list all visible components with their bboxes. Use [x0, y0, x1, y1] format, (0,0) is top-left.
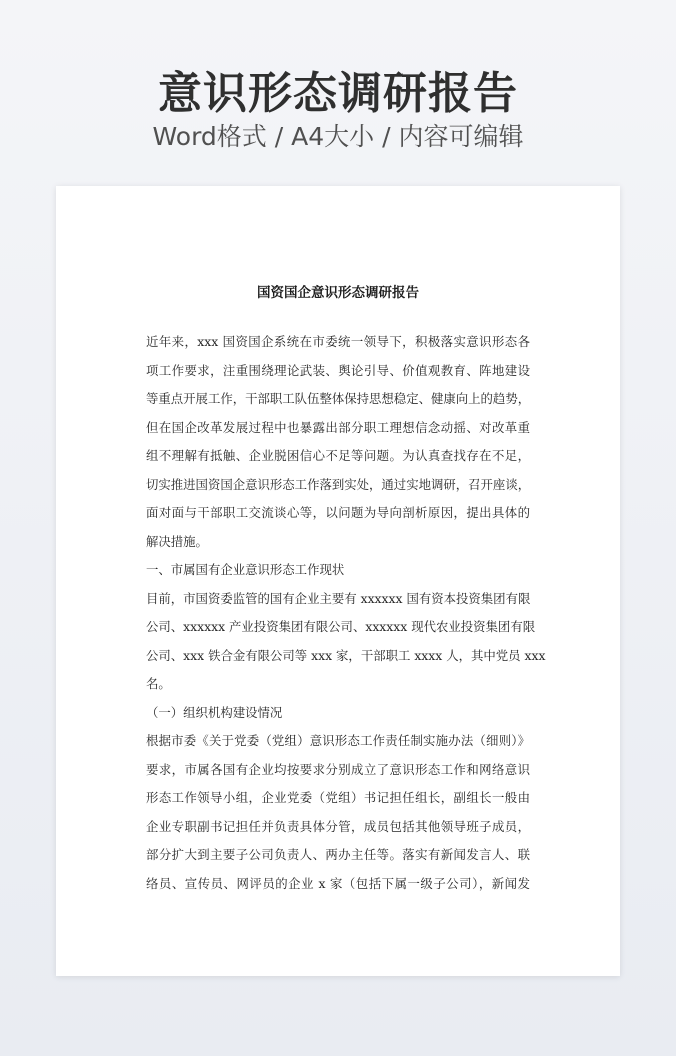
subsection-heading: （一）组织机构建设情况: [146, 704, 283, 720]
document-line: 名。: [146, 676, 171, 691]
banner-subtitle: Word格式 / A4大小 / 内容可编辑: [152, 122, 524, 151]
document-line: 目前，市国资委监管的国有企业主要有 xxxxxx 国有资本投资集团有限: [146, 590, 531, 606]
document-line: 公司、xxx 铁合金有限公司等 xxx 家，干部职工 xxxx 人，其中党员 xxx: [146, 647, 546, 663]
document-line: 形态工作领导小组，企业党委（党组）书记担任组长，副组长一般由: [146, 790, 530, 805]
document-line: 组不理解有抵触、企业脱困信心不足等问题。为认真查找存在不足，: [146, 448, 530, 463]
document-body: [146, 328, 546, 898]
document-line: 但在国企改革发展过程中也暴露出部分职工理想信念动摇、对改革重: [146, 419, 530, 435]
document-line: 络员、宣传员、网评员的企业 x 家（包括下属一级子公司），新闻发: [146, 875, 530, 891]
document-line: 等重点开展工作，干部职工队伍整体保持思想稳定、健康向上的趋势，: [146, 391, 531, 406]
document-line: 近年来，xxx 国资国企系统在市委统一领导下，积极落实意识形态各: [146, 334, 530, 349]
document-title: 国资国企意识形态调研报告: [257, 285, 419, 301]
banner-title: 意识形态调研报告: [158, 68, 518, 119]
document-page: [56, 186, 620, 976]
document-line: 切实推进国资国企意识形态工作落到实处，通过实地调研，召开座谈，: [146, 476, 531, 492]
document-line: 解决措施。: [146, 533, 208, 549]
document-line: 根据市委《关于党委（党组）意识形态工作责任制实施办法（细则）》: [146, 733, 530, 748]
document-line: 部分扩大到主要子公司负责人、两办主任等。落实有新闻发言人、联: [146, 847, 530, 862]
document-line: 面对面与干部职工交流谈心等，以问题为导向剖析原因，提出具体的: [146, 505, 530, 520]
banner: [0, 0, 676, 186]
document-line: 企业专职副书记担任并负责具体分管，成员包括其他领导班子成员，: [146, 818, 530, 834]
document-line: 公司、xxxxxx 产业投资集团有限公司、xxxxxx 现代农业投资集团有限: [146, 619, 536, 634]
document-line: 要求，市属各国有企业均按要求分别成立了意识形态工作和网络意识: [146, 761, 530, 777]
section-heading: 一、市属国有企业意识形态工作现状: [146, 562, 345, 577]
document-line: 项工作要求，注重围绕理论武装、舆论引导、价值观教育、阵地建设: [146, 362, 530, 378]
